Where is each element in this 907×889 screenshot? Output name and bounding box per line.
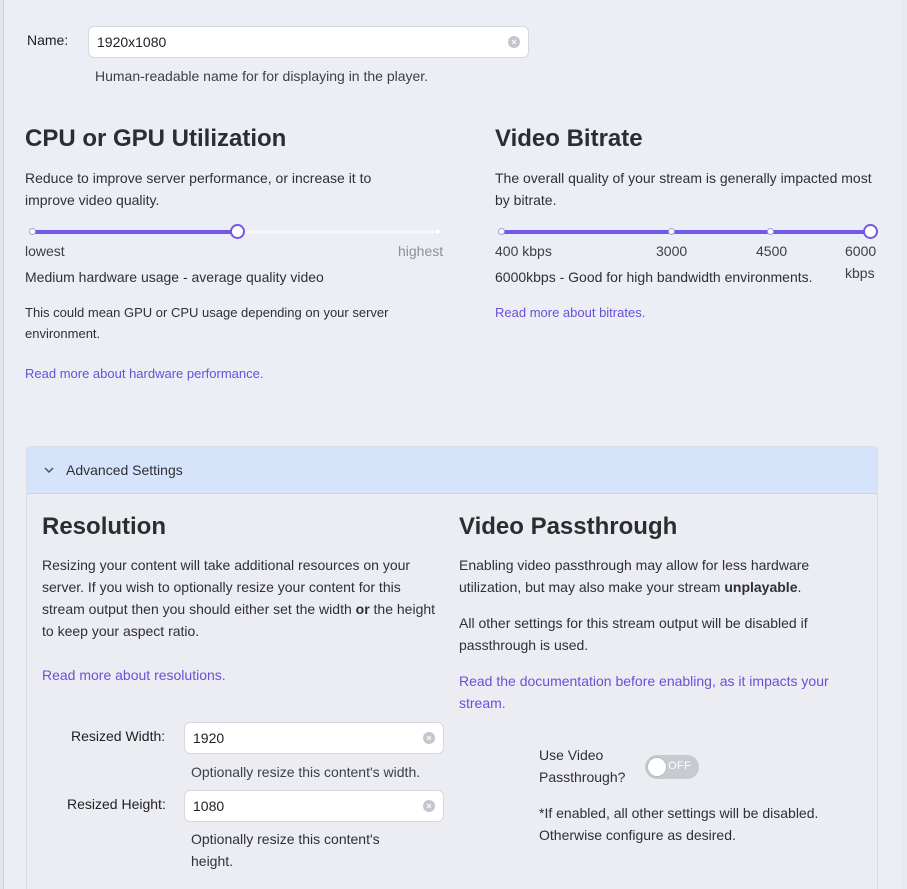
name-input[interactable] bbox=[88, 26, 529, 58]
resolution-title: Resolution bbox=[42, 513, 166, 540]
advanced-settings-header[interactable] bbox=[27, 447, 877, 494]
bitrate-title: Video Bitrate bbox=[495, 125, 643, 152]
clear-icon[interactable]: × bbox=[508, 36, 520, 48]
passthrough-description: Enabling video passthrough may allow for less hardware utilization, but may also make your stream unplayable. bbox=[459, 557, 810, 595]
clear-icon[interactable]: × bbox=[423, 800, 435, 812]
bitrate-mark-label-0: 400 kbps bbox=[495, 243, 552, 259]
advanced-settings-panel bbox=[26, 446, 878, 889]
resized-width-help: Optionally resize this content's width. bbox=[191, 764, 421, 780]
toggle-knob bbox=[647, 757, 667, 777]
bitrate-status: 6000kbps - Good for high bandwidth environments. bbox=[495, 269, 813, 285]
resolution-description: Resizing your content will take additional resources on your server. If you wish to optionally resize your content for this stream output then you should either set the width or the height to keep your aspect ratio. bbox=[42, 557, 436, 639]
chevron-down-icon bbox=[43, 464, 55, 476]
passthrough-docs-link[interactable]: Read the documentation before enabling, as it impacts your stream. bbox=[459, 673, 829, 711]
advanced-settings-title: Advanced Settings bbox=[66, 462, 183, 478]
bitrate-mark-label-1: 3000 bbox=[656, 243, 688, 259]
passthrough-note: *If enabled, all other settings will be disabled. Otherwise configure as desired. bbox=[539, 805, 819, 843]
passthrough-toggle[interactable] bbox=[645, 755, 699, 779]
resized-width-input[interactable] bbox=[184, 722, 444, 754]
cpu-status: Medium hardware usage - average quality video bbox=[25, 269, 324, 285]
resized-height-help: Optionally resize this content's height. bbox=[191, 831, 380, 869]
cpu-slider-fill bbox=[32, 230, 237, 234]
resized-height-field[interactable] bbox=[193, 798, 423, 814]
cpu-slider-max-dot bbox=[434, 228, 441, 235]
name-label: Name: bbox=[27, 32, 69, 48]
name-help: Human-readable name for for displaying in the player. bbox=[95, 68, 429, 84]
backdrop bbox=[902, 0, 907, 889]
resized-width-label: Resized Width: bbox=[71, 728, 166, 744]
bitrate-mark-3000 bbox=[668, 228, 675, 235]
passthrough-toggle-label: Use Video Passthrough? bbox=[539, 747, 626, 785]
bitrate-mark-label-2: 4500 bbox=[756, 243, 788, 259]
bitrate-mark-400 bbox=[498, 228, 505, 235]
cpu-note: This could mean GPU or CPU usage depending on your server environment. bbox=[25, 305, 389, 341]
bitrates-link[interactable]: Read more about bitrates. bbox=[495, 305, 646, 320]
bitrate-slider-handle[interactable] bbox=[863, 224, 878, 239]
passthrough-title: Video Passthrough bbox=[459, 513, 678, 540]
bitrate-mark-4500 bbox=[767, 228, 774, 235]
cpu-max-label: highest bbox=[398, 243, 444, 259]
resized-height-label: Resized Height: bbox=[67, 796, 166, 812]
name-input-field[interactable] bbox=[97, 34, 508, 50]
cpu-slider-min-dot bbox=[29, 228, 36, 235]
resolutions-link[interactable]: Read more about resolutions. bbox=[42, 667, 226, 683]
clear-icon[interactable]: × bbox=[423, 732, 435, 744]
hardware-performance-link[interactable]: Read more about hardware performance. bbox=[25, 366, 264, 381]
resized-width-field[interactable] bbox=[193, 730, 423, 746]
cpu-slider-handle[interactable] bbox=[230, 224, 245, 239]
passthrough-description-2: All other settings for this stream output will be disabled if passthrough is used. bbox=[459, 615, 808, 653]
cpu-description: Reduce to improve server performance, or increase it to improve video quality. bbox=[25, 170, 372, 208]
toggle-state: OFF bbox=[668, 760, 691, 772]
stream-output-modal bbox=[3, 0, 902, 889]
bitrate-slider-fill bbox=[502, 230, 870, 234]
resized-height-input[interactable] bbox=[184, 790, 444, 822]
bitrate-description: The overall quality of your stream is generally impacted most by bitrate. bbox=[495, 170, 872, 208]
cpu-title: CPU or GPU Utilization bbox=[25, 125, 287, 152]
bitrate-mark-label-3: 6000 kbps bbox=[845, 243, 877, 281]
cpu-min-label: lowest bbox=[25, 243, 65, 259]
